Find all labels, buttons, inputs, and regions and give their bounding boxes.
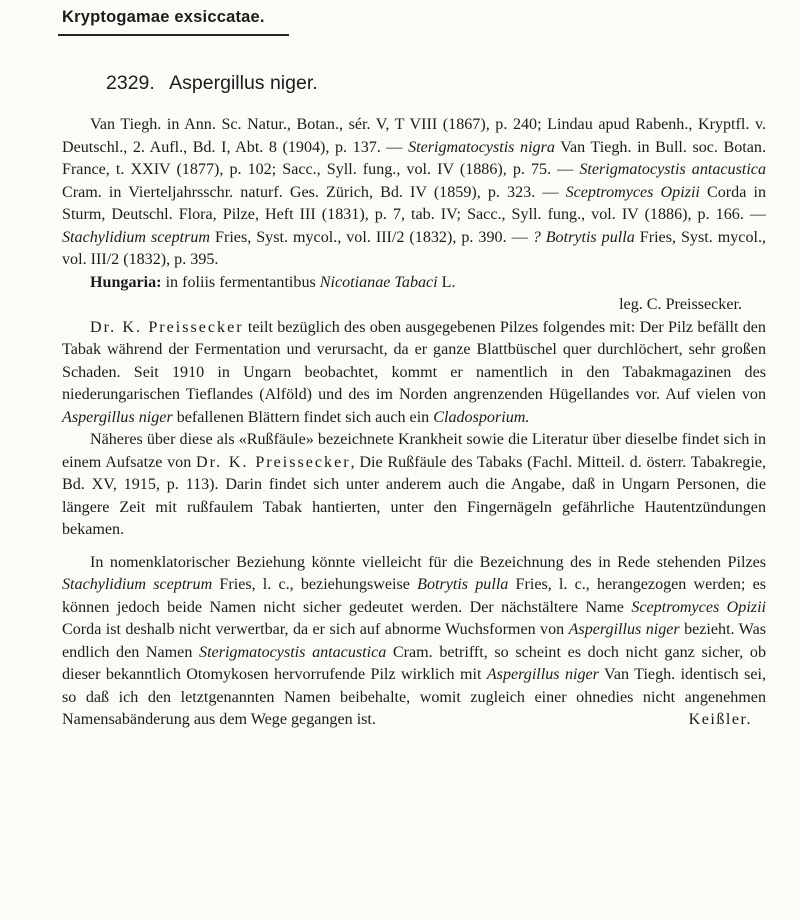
person-name: Dr. K. Preissecker [196, 453, 351, 471]
paragraph-text: Näheres über diese als «Rußfäule» bezeichnete Krankheit sowie die Literatur über dieselbe findet sich in einem Aufsatze von [62, 431, 766, 471]
paragraph-2 [62, 429, 766, 542]
taxon-name: Aspergillus niger [486, 666, 599, 683]
synonymy-text: Van Tiegh. in Bull. soc. Botan. France, t. XXIV (1877), p. 102; Sacc., Syll. fung., vol. IV (1886), p. 75. — [62, 138, 766, 178]
paragraph-text: Fries, l. c., herangezogen werden; es können jedoch beide Namen nicht sicher gedeutet werden. Der nächstältere Name [62, 576, 766, 616]
paragraph-text: , Die Rußfäule des Tabaks (Fachl. Mitteil. d. österr. Tabakregie, Bd. XV, 1915, p. 113). Darin findet sich unter anderem auch die Angabe, daß in Ungarn Personen, die längere Zeit mit rußfaulem Tabak hantierten, unter den Fingernägeln gefährliche Hautentzündungen bekamen. [62, 453, 766, 538]
taxon-name: Botrytis pulla [417, 576, 509, 593]
entry-name: Aspergillus niger. [169, 72, 318, 94]
host-name: Nicotianae Tabaci [319, 273, 438, 291]
host-author: L. [437, 273, 456, 291]
paragraph-text: Cram. betrifft, so scheint es doch nicht ganz sicher, ob dieser bekanntlich Otomykosen hervorrufende Pilz wirklich mit [62, 643, 766, 683]
page-header: Kryptogamae exsiccatae. [62, 8, 265, 26]
paragraph-text: bezieht. Was endlich den Namen [62, 621, 766, 661]
taxon-name: Stachylidium sceptrum [62, 576, 213, 593]
taxon-name: Sceptromyces Opizii [631, 598, 767, 616]
locality-region: Hungaria: [90, 273, 162, 291]
taxon-name: Sceptromyces Opizii [565, 183, 700, 201]
synonymy-text: Corda in Sturm, Deutschl. Flora, Pilze, Heft III (1831), p. 7, tab. IV; Sacc., Syll. fung., vol. IV (1886), p. 166. — [62, 183, 766, 223]
document-body [62, 114, 766, 732]
taxon-name: Aspergillus niger [568, 621, 680, 638]
paragraph-text: Fries, l. c., beziehungsweise [212, 576, 418, 593]
taxon-name: Cladosporium. [433, 408, 530, 426]
paragraph-1 [62, 317, 766, 430]
taxon-name: Sterigmatocystis antacustica [199, 643, 387, 661]
paragraph-text: Van Tiegh. identisch sei, so daß ich den letztgenannten Namen beibehalte, womit zugleich einer ohnedies nicht angenehmen Namensabänderung aus dem Wege gegangen ist. [62, 666, 766, 728]
paragraph-text: In nomenklatorischer Beziehung könnte vielleicht für die Bezeichnung des in Rede stehenden Pilzes [90, 553, 766, 571]
taxon-name: Sterigmatocystis nigra [408, 138, 555, 156]
person-name: Dr. K. Preissecker [90, 318, 244, 336]
taxon-name: Sterigmatocystis antacustica [579, 161, 766, 178]
header-rule [58, 34, 289, 36]
synonymy-text: Cram. in Vierteljahrsschr. naturf. Ges. Zürich, Bd. IV (1859), p. 323. — [62, 183, 566, 201]
paragraph-text: Corda ist deshalb nicht verwertbar, da er sich auf abnorme Wuchsformen von [62, 621, 569, 638]
taxon-name: Aspergillus niger [62, 408, 173, 426]
paragraph-text: teilt bezüglich des oben ausgegebenen Pilzes folgendes mit: Der Pilz befällt den Tabak während der Fermentation und verursacht, da er ganze Blattbüschel quer durchlöchert, sehr großen Schaden. Seit 1910 in Ungarn beobachtet, kommt er namentlich in den Tabakmagazinen des niederungarischen Tieflandes (Alföld) und des im Norden angrenzenden Hügellandes vor. Auf vielen von [62, 318, 766, 403]
synonymy-text: Fries, Syst. mycol., vol. III/2 (1832), p. 395. [62, 228, 767, 268]
collector-line: leg. C. Preissecker. [619, 296, 742, 313]
paragraph-3 [62, 552, 766, 732]
locality-line [62, 272, 766, 295]
taxon-name: Stachylidium sceptrum [62, 228, 211, 246]
paragraph-text: befallenen Blättern findet sich auch ein [172, 408, 434, 426]
synonymy-paragraph [62, 114, 766, 272]
locality-text: in foliis fermentantibus [161, 273, 320, 291]
taxon-name: ? Botrytis pulla [532, 228, 635, 246]
entry-title [106, 72, 318, 95]
synonymy-text: Van Tiegh. in Ann. Sc. Natur., Botan., sér. V, T VIII (1867), p. 240; Lindau apud Rabenh., Kryptfl. v. Deutschl., 2. Aufl., Bd. I, Abt. 8 (1904), p. 137. — [62, 116, 766, 156]
synonymy-text: Fries, Syst. mycol., vol. III/2 (1832), p. 390. — [210, 228, 533, 246]
author-signature: Keißler. [688, 711, 752, 728]
entry-number: 2329. [106, 72, 155, 94]
